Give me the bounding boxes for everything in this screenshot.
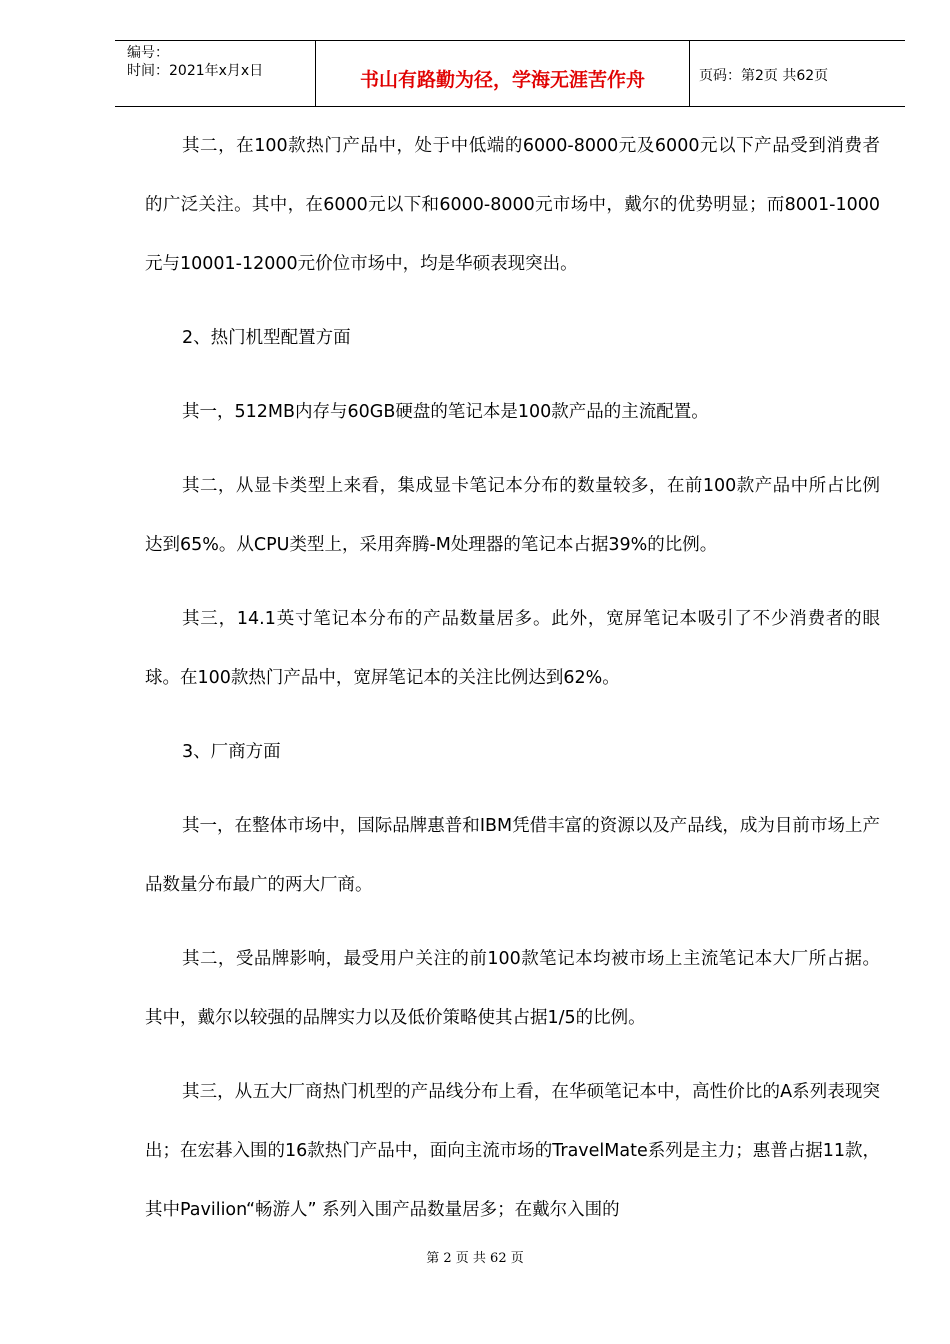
page-header xyxy=(115,40,905,107)
paragraph: 其三，14.1英寸笔记本分布的产品数量居多。此外，宽屏笔记本吸引了不少消费者的眼球。在100款热门产品中，宽屏笔记本的关注比例达到62%。 xyxy=(145,609,880,688)
header-page-code: 页码：第2页 共62页 xyxy=(699,68,829,84)
paragraph: 其二，在100款热门产品中，处于中低端的6000-8000元及6000元以下产品受到消费者的广泛关注。其中，在6000元以下和6000-8000元市场中，戴尔的优势明显；而8001-1000元与10001-12000元价位市场中，均是华硕表现突出。 xyxy=(145,136,880,274)
paragraph: 其三，从五大厂商热门机型的产品线分布上看，在华硕笔记本中，高性价比的A系列表现突出；在宏碁入围的16款热门产品中，面向主流市场的TravelMate系列是主力；惠普占据11款，其中Pavilion“畅游人” 系列入围产品数量居多；在戴尔入围的 xyxy=(145,1082,881,1220)
paragraph: 其一，在整体市场中，国际品牌惠普和IBM凭借丰富的资源以及产品线，成为目前市场上产品数量分布最广的两大厂商。 xyxy=(145,816,880,895)
header-motto-cell xyxy=(316,41,690,106)
section-heading: 2、热门机型配置方面 xyxy=(182,328,351,348)
header-motto: 书山有路勤为径，学海无涯苦作舟 xyxy=(359,69,645,91)
header-page-cell xyxy=(690,41,905,106)
header-meta-cell xyxy=(115,41,316,106)
paragraph: 其二，从显卡类型上来看，集成显卡笔记本分布的数量较多，在前100款产品中所占比例达到65%。从CPU类型上，采用奔腾-M处理器的笔记本占据39%的比例。 xyxy=(145,476,880,555)
paragraph: 其一，512MB内存与60GB硬盘的笔记本是100款产品的主流配置。 xyxy=(182,402,709,422)
document-number-label: 编号： xyxy=(127,45,169,61)
page-footer: 第 2 页 共 62 页 xyxy=(426,1251,524,1266)
document-time-label: 时间：2021年x月x日 xyxy=(127,63,264,79)
section-heading: 3、厂商方面 xyxy=(182,742,281,762)
document-body xyxy=(145,117,880,1255)
paragraph: 其二，受品牌影响，最受用户关注的前100款笔记本均被市场上主流笔记本大厂所占据。其中，戴尔以较强的品牌实力以及低价策略使其占据1/5的比例。 xyxy=(145,949,880,1028)
